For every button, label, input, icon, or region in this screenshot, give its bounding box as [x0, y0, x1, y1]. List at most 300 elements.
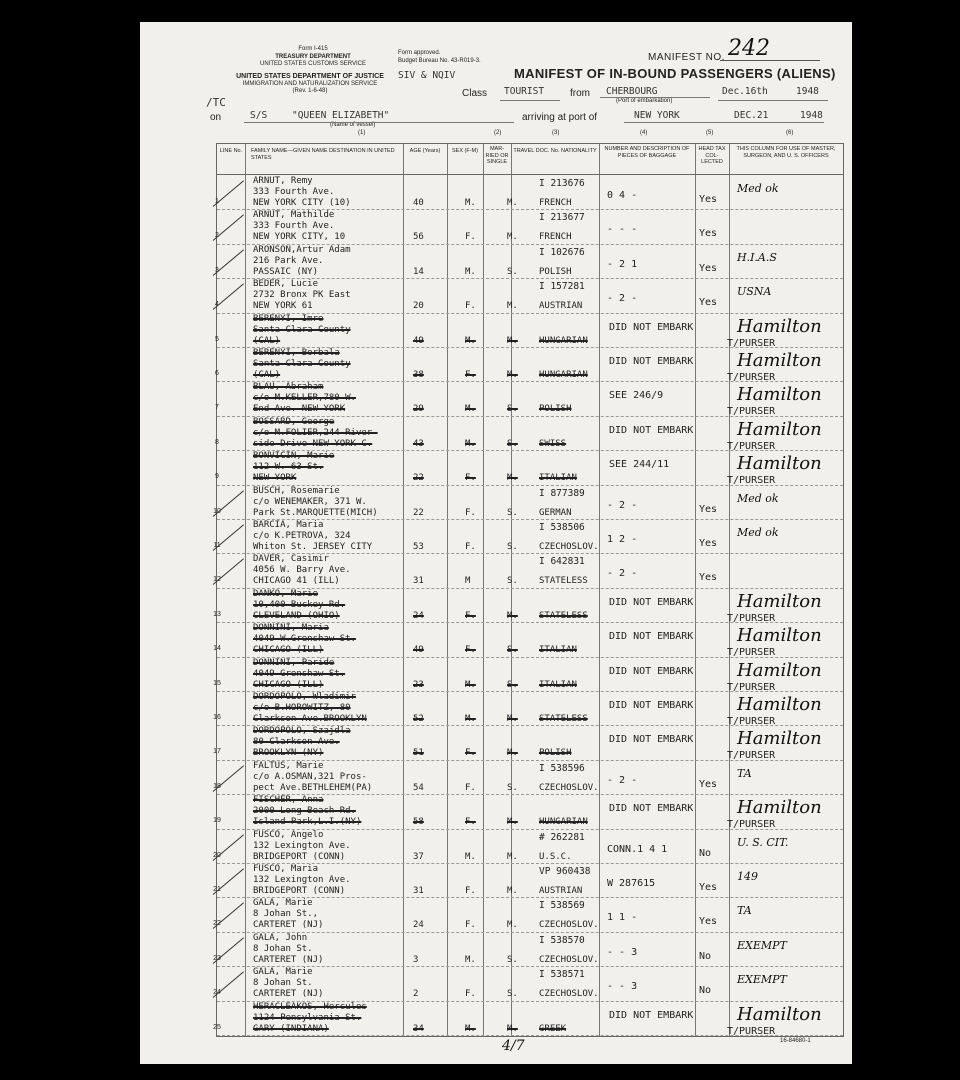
manifest-page: [140, 22, 852, 1064]
sex-value: F.: [465, 232, 476, 243]
table-row: [213, 588, 843, 624]
address-line-2: CHICAGO (ILL): [253, 679, 324, 690]
baggage-count: - - 3: [607, 946, 638, 958]
passenger-name: HERACLEAKOS, Hercules: [253, 1001, 367, 1012]
table-row: [213, 657, 843, 693]
budget-bureau: Budget Bureau No. 43-R019-3.: [398, 58, 481, 64]
table-row: [217, 348, 843, 383]
class-line: [500, 100, 560, 101]
line-number: 20: [213, 851, 221, 859]
header-divider: [217, 174, 843, 175]
from-value: CHERBOURG: [606, 86, 658, 97]
head-tax: Yes: [699, 916, 718, 928]
officer-signature: Hamilton: [737, 625, 822, 647]
check-mark: [213, 215, 244, 241]
line-number: 7: [215, 404, 219, 412]
status-note: DID NOT EMBARK: [609, 665, 694, 677]
head-tax: Yes: [699, 778, 718, 790]
table-row: [213, 795, 843, 831]
age-value: 31: [413, 576, 424, 587]
manifest-title: MANIFEST OF IN-BOUND PASSENGERS (ALIENS): [514, 66, 836, 81]
age-value: 53: [413, 542, 424, 552]
address-line-2: Whiton St. JERSEY CITY: [253, 542, 373, 552]
line-number: 24: [213, 989, 221, 997]
address-line-1: 80 Clarkson Ave.: [253, 737, 340, 748]
sex-value: M.: [465, 851, 476, 862]
marital-value: M.: [507, 610, 518, 621]
address-line-2: NEW YORK CITY (10): [253, 198, 351, 208]
baggage-count: CONN.1 4 1: [607, 843, 668, 855]
nationality: HUNGARIAN: [539, 370, 588, 380]
passenger-name: FUSCO, Maria: [253, 864, 319, 874]
table-row: [213, 760, 843, 796]
table-row: [217, 279, 843, 314]
sex-value: F.: [465, 782, 476, 793]
address-line-2: BROOKLYN (NY): [253, 748, 324, 759]
officer-note: EXEMPT: [737, 973, 787, 987]
table-row: [213, 692, 843, 727]
sex-value: F.: [465, 989, 476, 1000]
sex-value: F.: [465, 473, 476, 484]
address-line-2: CHICAGO 41 (ILL): [253, 576, 340, 587]
sex-value: F.: [465, 920, 476, 931]
form-revision: (Rev. 1-6-48): [292, 88, 328, 94]
passenger-name: BOSSARD, George: [253, 416, 335, 427]
address-line-1: 10,400 Buckey Rd.: [253, 599, 346, 610]
dept-treasury: TREASURY DEPARTMENT: [275, 54, 351, 60]
officer-signature: Hamilton: [737, 350, 822, 371]
line-number: 2: [215, 232, 219, 240]
sex-value: M.: [465, 404, 476, 415]
sex-value: F.: [465, 507, 476, 518]
passenger-name: BERENYI, Imre: [253, 313, 324, 324]
travel-doc: I 538571: [539, 969, 585, 981]
address-line-2: CARTERET (NJ): [253, 954, 324, 965]
arrival-line: [624, 122, 824, 123]
dept-ins: IMMIGRATION AND NATURALIZATION SERVICE: [242, 81, 378, 87]
address-line-2: NEW YORK 61: [253, 301, 313, 312]
travel-doc: VP 960438: [539, 866, 591, 877]
status-note: DID NOT EMBARK: [609, 424, 694, 436]
baggage-count: 1 1 -: [607, 912, 638, 924]
line-number: 14: [213, 645, 221, 653]
sex-value: M.: [465, 266, 476, 277]
age-value: 23: [413, 679, 424, 690]
marital-value: M.: [507, 301, 518, 312]
baggage-count: - 2 -: [607, 293, 638, 305]
officer-signature: Hamilton: [737, 384, 822, 406]
ss-label: S/S: [250, 110, 268, 121]
address-line-1: 333 Fourth Ave.: [253, 187, 335, 197]
passenger-name: GALA, John: [253, 932, 308, 943]
address-line-1: Santa Clara County: [253, 359, 351, 369]
age-value: 54: [413, 782, 424, 793]
status-note: SEE 244/11: [609, 459, 670, 471]
marital-value: M.: [507, 335, 518, 346]
line-number: 23: [213, 954, 221, 962]
passenger-name: DAVER, Casimir: [253, 554, 329, 565]
officer-signature: Hamilton: [737, 315, 822, 337]
head-tax: No: [699, 847, 712, 859]
baggage-count: - - 3: [607, 981, 638, 993]
table-row: [217, 451, 843, 486]
address-line-2: GARY (INDIANA): [253, 1023, 329, 1034]
nationality: CZECHOSLOV.: [539, 920, 599, 931]
address-line-1: 333 Fourth Ave.: [253, 221, 335, 232]
marital-value: S.: [507, 645, 518, 656]
baggage-count: 0 4 -: [607, 190, 638, 201]
sex-value: F.: [465, 645, 476, 656]
nationality: HUNGARIAN: [539, 817, 588, 828]
line-number: 19: [213, 817, 221, 825]
purser-stamp: T/PURSER: [727, 647, 776, 659]
age-value: 56: [413, 232, 424, 243]
officer-signature: Hamilton: [737, 453, 822, 475]
table-row: [213, 967, 843, 1002]
address-line-2: pect Ave.BETHLEHEM(PA): [253, 782, 373, 793]
class-label: Class: [462, 88, 488, 99]
departure-date: Dec.16th: [722, 86, 768, 97]
age-value: 34: [413, 1023, 424, 1034]
sex-value: M.: [465, 198, 476, 208]
class-value: TOURIST: [504, 86, 545, 97]
baggage-count: - 2 -: [607, 568, 638, 580]
on-label: on: [210, 112, 222, 123]
marital-value: M.: [507, 473, 518, 484]
sex-value: F.: [465, 301, 476, 312]
marital-value: M.: [507, 748, 518, 759]
nationality: GREEK: [539, 1023, 567, 1034]
travel-doc: I 877389: [539, 487, 585, 499]
sex-value: F.: [465, 748, 476, 759]
col-num-2: (2): [494, 130, 502, 136]
table-row: [213, 932, 843, 968]
check-mark: [213, 868, 244, 894]
marital-value: M.: [507, 232, 518, 243]
officer-signature: Hamilton: [737, 659, 822, 681]
col-line-header: LINE No.: [219, 148, 243, 154]
purser-stamp: T/PURSER: [727, 750, 776, 762]
table-row: [217, 210, 843, 245]
line-number: 18: [213, 782, 221, 790]
address-line-1: 2000 Long Beach Rd.: [253, 806, 356, 817]
officer-signature: Hamilton: [737, 728, 822, 750]
address-line-2: CARTERET (NJ): [253, 989, 324, 1000]
purser-stamp: T/PURSER: [727, 612, 776, 624]
col-doc-header: TRAVEL DOC. No. NATIONALITY: [513, 148, 597, 154]
age-value: 52: [413, 714, 424, 724]
col-num-3: (3): [552, 130, 560, 136]
age-value: 58: [413, 817, 424, 828]
nationality: CZECHOSLOV.: [539, 542, 599, 552]
siv-stamp: SIV & NQIV: [398, 70, 456, 81]
officer-note: EXEMPT: [737, 938, 787, 952]
purser-stamp: T/PURSER: [727, 475, 776, 487]
travel-doc: I 538506: [539, 522, 585, 533]
col-num-6: (6): [786, 130, 794, 136]
address-line-2: CLEVELAND (OHIO): [253, 610, 340, 621]
age-value: 49: [413, 335, 424, 346]
line-number: 4: [215, 301, 219, 309]
officer-signature: Hamilton: [737, 590, 822, 612]
port-embark-caption: (Port of embarkation): [616, 98, 673, 104]
address-line-2: End Ave. NEW YORK: [253, 404, 346, 415]
line-number: 21: [213, 886, 221, 893]
sex-value: M.: [465, 335, 476, 346]
address-line-2: Island Park,L.I.(NY): [253, 817, 362, 828]
check-mark: [213, 284, 244, 310]
nationality: CZECHOSLOV.: [539, 782, 599, 793]
baggage-count: 1 2 -: [607, 534, 638, 545]
passenger-name: BLAU, Abraham: [253, 382, 324, 393]
head-tax: Yes: [699, 882, 718, 893]
head-tax: Yes: [699, 572, 718, 584]
form-number: Form I-415: [298, 46, 328, 52]
age-value: 20: [413, 301, 424, 312]
line-number: 25: [213, 1023, 221, 1031]
vessel-name: "QUEEN ELIZABETH": [292, 110, 390, 121]
address-line-1: 216 Park Ave.: [253, 255, 324, 266]
age-value: 29: [413, 404, 424, 415]
age-value: 24: [413, 920, 424, 931]
nationality: STATELESS: [539, 576, 588, 587]
purser-stamp: T/PURSER: [727, 819, 776, 831]
passenger-name: FISCHER, Anna: [253, 795, 324, 806]
officer-note: H.I.A.S: [737, 250, 777, 264]
table-row: [217, 382, 843, 417]
address-line-1: 8 Johan St.: [253, 978, 313, 989]
footer-code: 16-84680-1: [780, 1038, 811, 1044]
marital-value: M.: [507, 198, 518, 208]
marital-value: S.: [507, 542, 518, 552]
address-line-2: BRIDGEPORT (CONN): [253, 886, 346, 896]
head-tax: Yes: [699, 262, 718, 274]
sex-value: M.: [465, 1023, 476, 1034]
address-line-2: CHICAGO (ILL): [253, 645, 324, 656]
passenger-name: DORDOPOLO, Wladimir: [253, 692, 356, 702]
status-note: DID NOT EMBARK: [609, 631, 694, 643]
age-value: 14: [413, 266, 424, 277]
check-mark: [213, 490, 244, 516]
officer-note: TA: [737, 904, 752, 918]
line-number: 11: [213, 542, 221, 549]
head-tax: Yes: [699, 228, 718, 240]
status-note: DID NOT EMBARK: [609, 803, 694, 815]
table-row: [213, 1001, 843, 1037]
arrival-year: 1948: [800, 110, 823, 121]
table-row: [213, 554, 843, 589]
line-number: 3: [215, 266, 219, 274]
travel-doc: I 157281: [539, 281, 585, 293]
nationality: FRENCH: [539, 232, 572, 243]
table-row: [217, 245, 843, 280]
nationality: ITALIAN: [539, 473, 577, 484]
address-line-2: NEW YORK CITY, 10: [253, 232, 346, 243]
officer-signature: Hamilton: [737, 694, 822, 715]
nationality: POLISH: [539, 266, 572, 277]
check-mark: [213, 524, 244, 550]
age-value: 22: [413, 507, 424, 518]
vessel-caption: (Name of vessel): [330, 122, 376, 128]
address-line-1: 2732 Bronx PK East: [253, 290, 351, 301]
passenger-name: DONNINI, Paride: [253, 657, 335, 668]
marital-value: S.: [507, 507, 518, 518]
nationality: CZECHOSLOV.: [539, 954, 599, 965]
address-line-1: 4049 Grenshaw St.: [253, 668, 346, 679]
officer-note: U. S. CIT.: [737, 835, 789, 849]
marital-value: S.: [507, 989, 518, 1000]
dept-justice: UNITED STATES DEPARTMENT OF JUSTICE: [236, 73, 384, 80]
nationality: POLISH: [539, 404, 572, 415]
address-line-2: Clarkson Ave.BROOKLYN: [253, 714, 367, 724]
age-value: 49: [413, 645, 424, 656]
marital-value: M.: [507, 920, 518, 931]
officer-signature: Hamilton: [737, 418, 822, 440]
line-number: 22: [213, 920, 221, 928]
head-tax: No: [699, 950, 712, 962]
check-mark: [213, 249, 244, 275]
status-note: DID NOT EMBARK: [609, 596, 694, 608]
row-divider: [217, 1035, 843, 1036]
marital-value: M.: [507, 886, 518, 896]
address-line-2: Park St.MARQUETTE(MICH): [253, 507, 378, 518]
date-line: [718, 100, 828, 101]
address-line-1: c/o M.KELLER,780 W.: [253, 393, 356, 404]
passenger-name: DANKO, Marie: [253, 588, 319, 599]
status-note: DID NOT EMBARK: [609, 734, 694, 746]
nationality: STATELESS: [539, 714, 588, 724]
passenger-name: ARNUT, Remy: [253, 176, 313, 186]
travel-doc: I 102676: [539, 246, 585, 258]
table-row: [217, 417, 843, 452]
head-tax: Yes: [699, 538, 718, 549]
nationality: AUSTRIAN: [539, 886, 583, 896]
age-value: 22: [413, 473, 424, 484]
passenger-name: ARNUT, Mathilde: [253, 210, 335, 221]
status-note: SEE 246/9: [609, 390, 664, 402]
purser-stamp: T/PURSER: [727, 406, 776, 418]
table-row: [213, 864, 843, 899]
tc-mark: /TC: [206, 96, 226, 109]
passenger-name: DONNINI, Maria: [253, 623, 329, 634]
arrival-date: DEC.21: [734, 110, 769, 121]
officer-signature: Hamilton: [737, 1003, 822, 1025]
passenger-name: DORDOPOLO, Szajdla: [253, 726, 351, 737]
line-number: 8: [215, 438, 219, 446]
sex-value: F.: [465, 370, 476, 380]
baggage-count: - 2 -: [607, 499, 638, 511]
passenger-name: GALA, Marie: [253, 898, 313, 909]
age-value: 2: [413, 989, 419, 1000]
address-line-1: 132 Lexington Ave.: [253, 875, 351, 885]
purser-stamp: T/PURSER: [727, 1025, 776, 1037]
line-number: 12: [213, 576, 221, 584]
age-value: 3: [413, 954, 419, 965]
marital-value: S.: [507, 954, 518, 965]
table-row: [213, 726, 843, 762]
head-tax: Yes: [699, 297, 718, 309]
manifest-no-label: MANIFEST NO.: [648, 52, 725, 63]
purser-stamp: T/PURSER: [727, 681, 776, 693]
nationality: SWISS: [539, 438, 567, 449]
sex-value: F.: [465, 610, 476, 621]
nationality: ITALIAN: [539, 645, 577, 656]
travel-doc: I 213677: [539, 212, 585, 224]
purser-stamp: T/PURSER: [727, 372, 776, 383]
marital-value: S.: [507, 266, 518, 277]
line-number: 6: [215, 370, 219, 377]
purser-stamp: T/PURSER: [727, 716, 776, 727]
age-value: 40: [413, 198, 424, 208]
address-line-2: side Drive NEW YORK C.: [253, 438, 373, 449]
age-value: 43: [413, 438, 424, 449]
check-mark: [213, 559, 244, 585]
table-row: [213, 829, 843, 865]
address-line-2: NEW YORK: [253, 473, 297, 484]
check-mark: [213, 180, 244, 206]
passenger-name: BEDER, Lucie: [253, 279, 319, 290]
age-value: 31: [413, 886, 424, 896]
address-line-1: 1124 Pensylvania St.: [253, 1012, 362, 1023]
baggage-count: W 287615: [607, 878, 656, 889]
check-mark: [213, 972, 244, 998]
nationality: AUSTRIAN: [539, 301, 583, 312]
address-line-1: c/o M.FOLIER,244 River-: [253, 427, 378, 438]
officer-note: Med ok: [737, 182, 779, 195]
sex-value: M: [465, 576, 471, 587]
officer-note: Med ok: [737, 526, 779, 539]
line-number: 9: [215, 473, 219, 481]
col-marital-header: MAR-RIED OR SINGLE: [485, 146, 509, 165]
marital-value: M.: [507, 370, 518, 380]
marital-value: M.: [507, 714, 518, 724]
passenger-name: GALA, Marie: [253, 967, 313, 978]
baggage-count: - 2 1: [607, 258, 638, 270]
marital-value: M.: [507, 1023, 518, 1034]
head-tax: No: [699, 985, 712, 997]
travel-doc: I 538569: [539, 900, 585, 912]
footer-handwriting: 4/7: [502, 1038, 525, 1054]
address-line-1: c/o B.HOROWITZ, 80: [253, 703, 351, 713]
nationality: STATELESS: [539, 610, 588, 621]
check-mark: [213, 937, 244, 963]
address-line-1: 112 W. 63 St.: [253, 462, 324, 473]
nationality: POLISH: [539, 748, 572, 759]
line-number: 5: [215, 335, 219, 343]
vessel-line: [244, 122, 514, 123]
col-tax-header: HEAD TAX COL-LECTED: [698, 146, 726, 165]
marital-value: S.: [507, 782, 518, 793]
marital-value: S.: [507, 576, 518, 587]
age-value: 37: [413, 851, 424, 862]
address-line-1: 132 Lexington Ave.: [253, 840, 351, 851]
nationality: CZECHOSLOV.: [539, 989, 599, 1000]
check-mark: [213, 834, 244, 860]
head-tax: Yes: [699, 194, 718, 205]
line-number: 1: [215, 198, 219, 205]
departure-year: 1948: [796, 86, 819, 97]
address-line-2: (CAL): [253, 370, 281, 380]
manifest-table: [213, 143, 844, 1037]
nationality: U.S.C.: [539, 851, 572, 862]
col-name-header: FAMILY NAME—GIVEN NAME DESTINATION IN UNITED STATES: [251, 148, 395, 161]
form-approved: Form approved.: [398, 50, 441, 56]
passenger-name: FUSCO, Angelo: [253, 829, 324, 840]
age-value: 51: [413, 748, 424, 759]
officer-note: 149: [737, 870, 758, 883]
address-line-1: c/o A.OSMAN,321 Pros-: [253, 771, 367, 782]
baggage-count: - - -: [607, 224, 638, 236]
